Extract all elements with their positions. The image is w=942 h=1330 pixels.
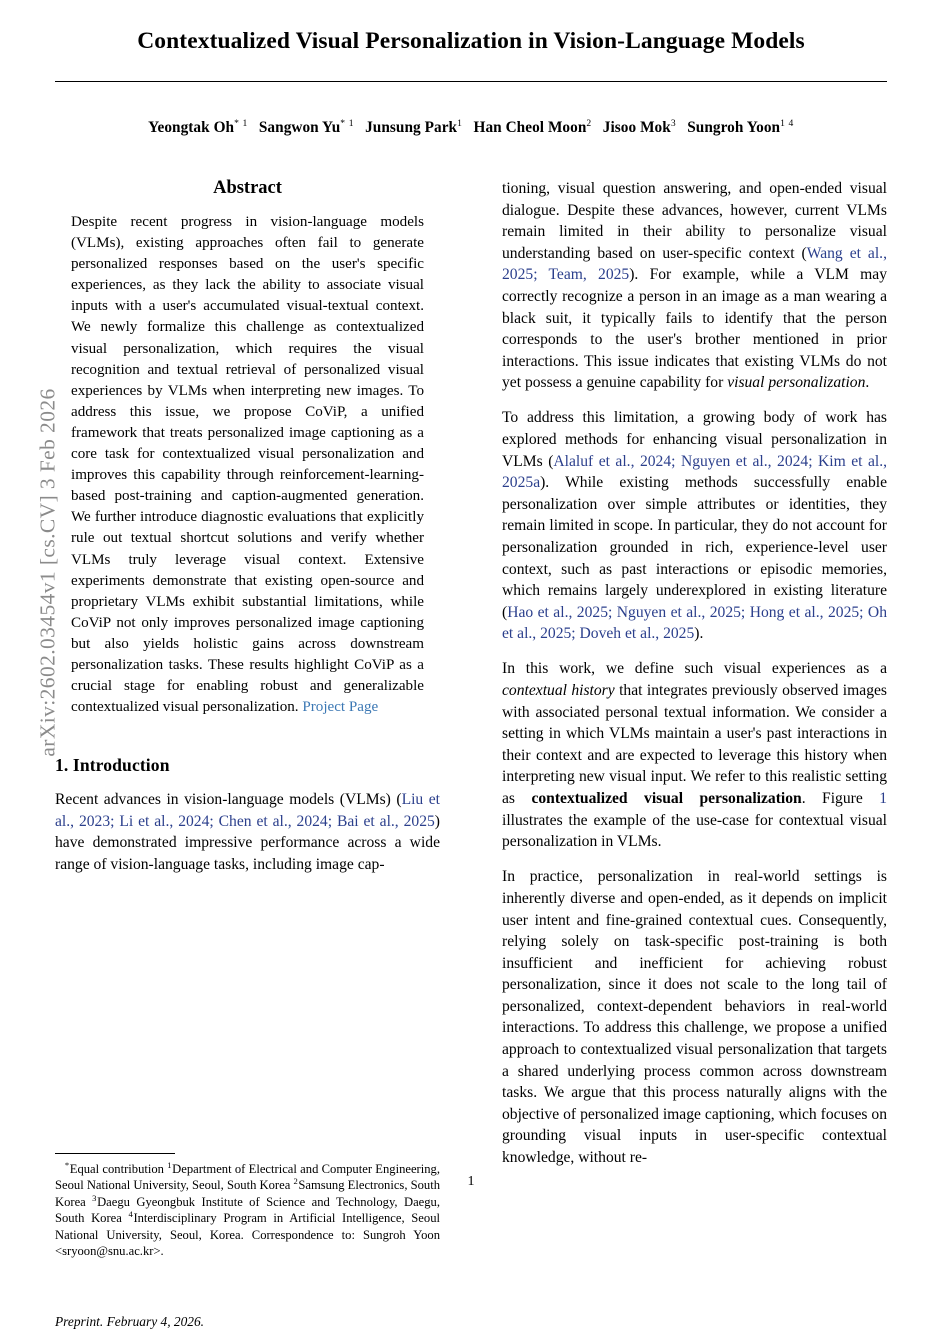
author-affiliation-marks: * 1: [234, 118, 248, 130]
author-entry: [259, 119, 354, 136]
author-name: Jisoo Mok: [602, 119, 671, 137]
rp3-text-a: In this work, we define such visual experiences as a: [502, 660, 887, 678]
introduction-heading: 1. Introduction: [55, 755, 170, 776]
author-affiliation-marks: * 1: [340, 118, 355, 130]
emphasis-term: contextual history: [502, 682, 615, 700]
introduction-paragraph-1: [55, 789, 440, 875]
rp2-text-a: To address this limitation, a growing body of work has explored methods for enhancing visual personalization in VLMs (: [502, 409, 887, 470]
preprint-notice: Preprint. February 4, 2026.: [55, 1314, 205, 1329]
footnote-rule: [55, 1153, 175, 1154]
author-entry: [365, 119, 462, 136]
figure-reference[interactable]: 1: [879, 790, 887, 808]
right-paragraph-4: In practice, personalization in real-world settings is inherently diverse and open-ended, as it depends on implicit user intent and fine-grained contextual cues. Consequently, relying solely on task-specific post-training is both insufficient and inefficient for achieving robust personalization, since it does not scale to the long tail of personalized, context-dependent behaviors in real-world interactions. To address this challenge, we propose a unified approach to contextualized visual personalization that targets a shared underlying process common across downstream tasks. We argue that this process naturally aligns with the objective of personalized image captioning, which focuses on grounding visual inputs in user-specific contextual knowledge, without re-: [502, 868, 887, 1167]
author-name: Yeongtak Oh: [148, 119, 235, 137]
arxiv-stamp: arXiv:2602.03454v1 [cs.CV] 3 Feb 2026: [35, 388, 60, 757]
author-affiliation-marks: 2: [586, 118, 592, 130]
footnote-mark-2: 2: [293, 1176, 299, 1187]
footnote-mark-3: 3: [92, 1192, 98, 1203]
citation-group[interactable]: Liu et al., 2023; Li et al., 2024; Chen et al., 2024; Bai et al., 2025: [55, 791, 440, 830]
page-number: 1: [467, 1174, 475, 1189]
rp1-text-b: ). For example, while a VLM may correctly recognize a person in an image as a man wearing a black suit, it typically fails to identify that the person corresponds to the user's brother mentioned in prior interactions. This issue indicates that existing VLMs do not yet possess a genuine capability for: [502, 266, 887, 392]
two-column-body: [55, 178, 887, 1329]
citation-group[interactable]: Wang et al., 2025; Team, 2025: [502, 244, 887, 284]
footnote-text-c: Samsung Electronics, South Korea: [55, 1178, 441, 1209]
abstract-body: [55, 212, 440, 718]
abstract-text: Despite recent progress in vision-language models (VLMs), existing approaches often fail to generate personalized responses based on the user's specific experiences, as they lack the ability to associate visual inputs with a user's accumulated visual-textual context. We newly formalize this challenge as contextualized visual personalization, which requires the visual recognition and textual retrieval of personalized visual experiences by VLMs when interpreting new images. To address this issue, we propose CoViP, a unified framework that treats personalized image captioning as a core task for contextualized visual personalization and improves this capability through reinforcement-learning-based post-training and caption-augmented generation. We further introduce diagnostic evaluations that explicitly rule out textual shortcut solutions and verify whether VLMs truly leverage visual context. Extensive experiments demonstrate that existing open-source and proprietary VLMs exhibit substantial limitations, while CoViP not only improves personalized image captioning but also yields holistic gains across downstream personalization tasks. These results highlight CoViP as a crucial stage for enabling robust and generalizable contextualized visual personalization.: [71, 214, 424, 716]
right-paragraph-1: [502, 178, 887, 394]
citation-group[interactable]: Alaluf et al., 2024; Nguyen et al., 2024; Kim et al., 2025a: [502, 452, 887, 492]
author-name: Han Cheol Moon: [473, 119, 587, 137]
author-entry: [148, 119, 248, 136]
paper-page: [55, 0, 887, 1329]
author-name: Junsung Park: [365, 119, 458, 137]
rp2-text-b: ). While existing methods successfully enable personalization over simple attributes or identities, they remain limited in scope. In particular, they do not account for personalization grounded in rich, experience-level user context, such as past interactions or episodic memories, which remains largely underexplored in existing literature (: [502, 474, 887, 621]
page-title: Contextualized Visual Personalization in Vision-Language Models: [137, 28, 805, 54]
footnote-text-a: Equal contribution: [69, 1162, 168, 1176]
rp1-text-c: .: [865, 374, 870, 392]
footnote-mark-4: 4: [128, 1209, 134, 1220]
citation-group[interactable]: Hao et al., 2025; Nguyen et al., 2025; Hong et al., 2025; Oh et al., 2025; Doveh et al., 2025: [502, 603, 887, 643]
rp3-text-c: . Figure: [801, 790, 880, 808]
rp1-text-a: tioning, visual question answering, and open-ended visual dialogue. Despite these advances, however, current VLMs remain limited in their ability to personalize visual understanding based on user-specific context (: [502, 180, 887, 262]
author-affiliation-marks: 3: [670, 118, 677, 130]
author-entry: [474, 119, 592, 136]
author-affiliation-marks: 1: [457, 118, 463, 130]
bold-term: contextualized visual personalization: [531, 790, 802, 808]
project-page-link[interactable]: Project Page: [302, 699, 379, 716]
author-entry: [603, 119, 676, 136]
section-spacer: [55, 718, 440, 755]
rp2-text-c: ).: [694, 625, 704, 643]
footnote-block: [55, 1153, 440, 1259]
footnote-mark-1: 1: [167, 1159, 173, 1170]
footnote-mark-star: *: [64, 1159, 70, 1170]
footnote-text-b: Department of Electrical and Computer Engineering, Seoul National University, Seoul, South Korea: [55, 1162, 440, 1193]
author-list: [55, 82, 887, 137]
rp3-text-b: that integrates previously observed images with associated personal textual information. We consider a setting in which VLMs maintain a user's past interactions in their context and are expected to leverage this history when interpreting new visual input. We refer to this realistic setting as: [502, 682, 887, 808]
footnote-text-e: Interdisciplinary Program in Artificial Intelligence, Seoul National University, Seoul, Korea. Correspondence to: Sungroh Yoon <sryoon@snu.ac.kr>.: [55, 1211, 440, 1259]
author-name: Sungroh Yoon: [687, 119, 781, 137]
emphasis-term: visual personalization: [727, 374, 866, 392]
right-paragraph-3: [502, 658, 887, 852]
author-entry: [687, 119, 794, 136]
intro-text-a: Recent advances in vision-language models (VLMs) (: [55, 791, 402, 809]
right-column: [502, 178, 887, 1182]
rp3-text-d: illustrates the example of the use-case for contextual visual personalization in VLMs.: [502, 811, 887, 851]
intro-text-b: ) have demonstrated impressive performance across a wide range of vision-language tasks, including image cap-: [55, 812, 440, 874]
right-paragraph-2: [502, 407, 887, 645]
abstract-heading: Abstract: [213, 178, 282, 198]
author-name: Sangwon Yu: [258, 119, 341, 137]
left-column: [55, 178, 440, 889]
footnote-text-d: Daegu Gyeongbuk Institute of Science and Technology, Daegu, South Korea: [55, 1194, 440, 1226]
author-affiliation-marks: 1 4: [780, 118, 794, 130]
